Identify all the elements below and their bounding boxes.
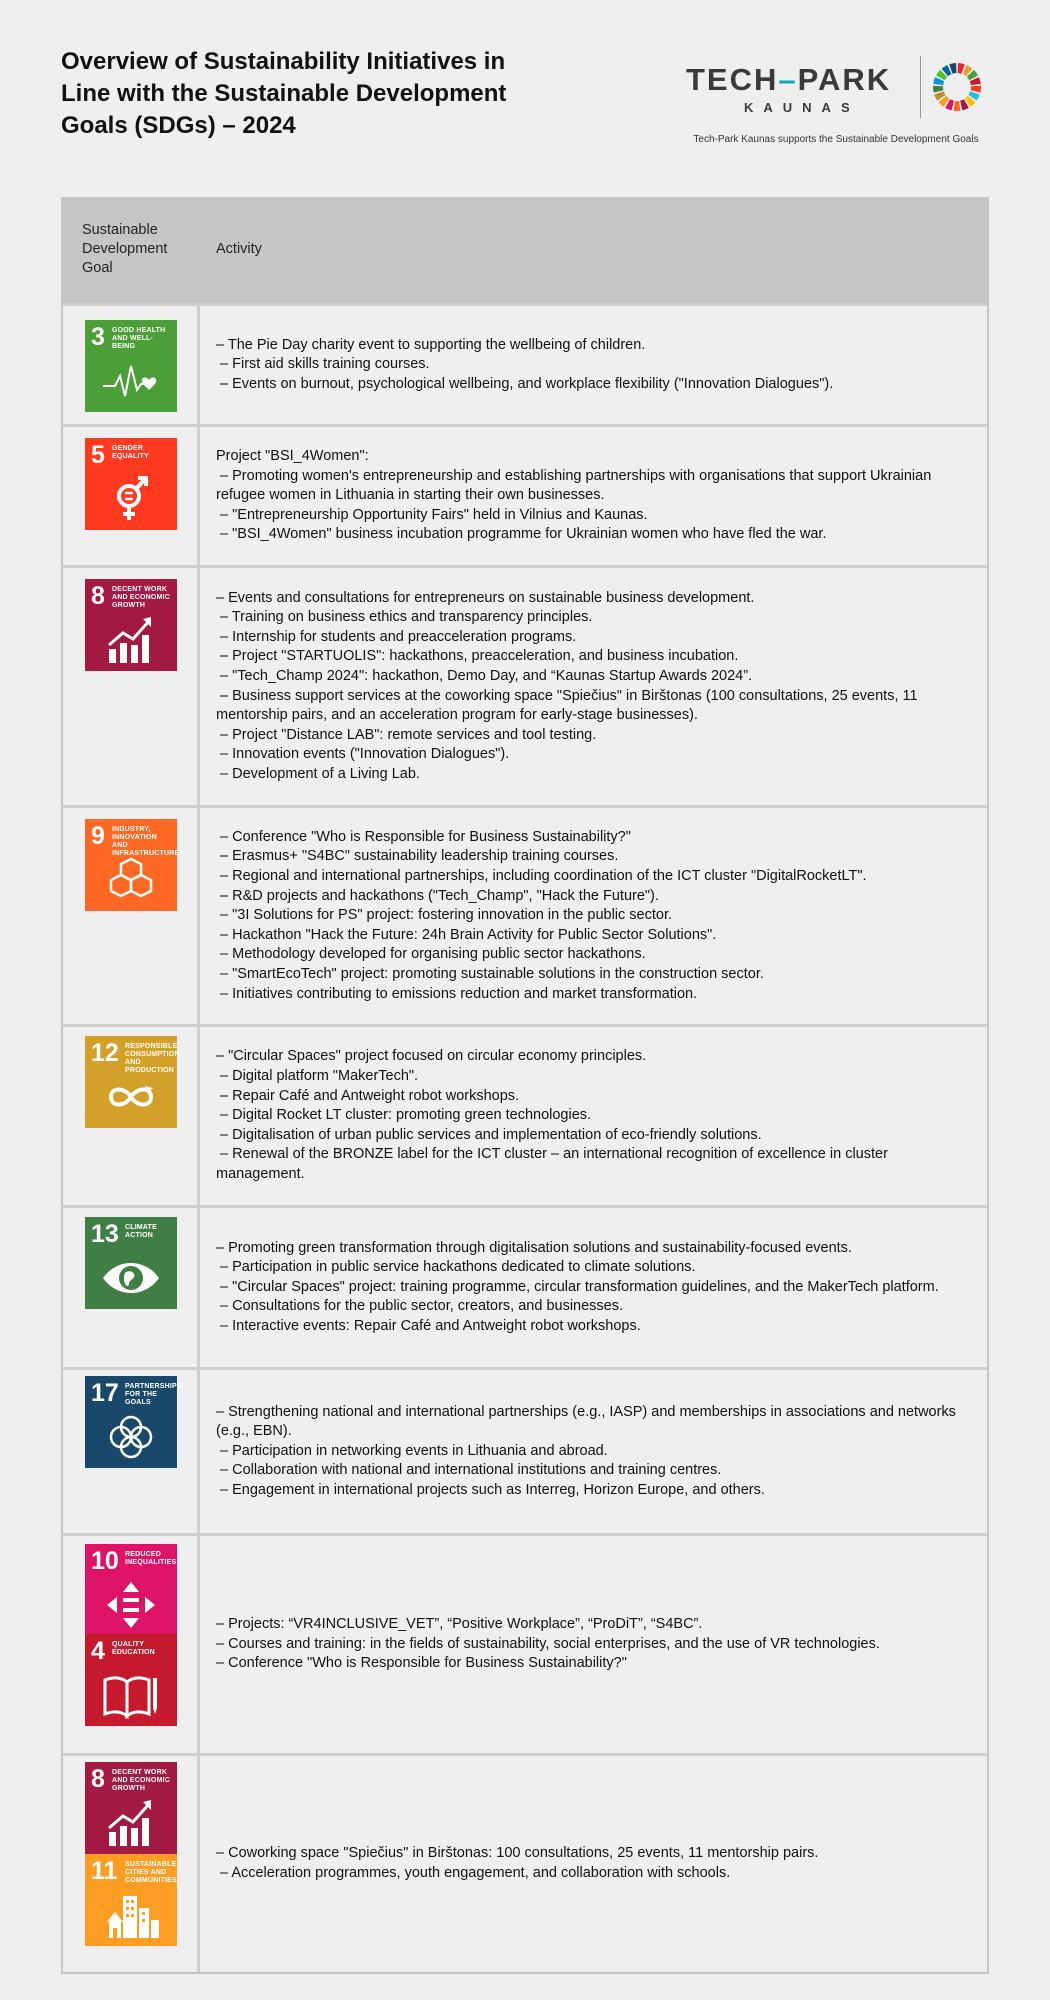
sdg-number: 5 [91,441,105,469]
logo-subtitle: KAUNAS [744,100,860,115]
activity-cell [216,568,967,805]
sdg-number: 13 [91,1220,119,1248]
table-row [63,424,987,565]
sdg-12-tile [85,1036,180,1128]
table-row [63,1205,987,1367]
goal-cell [63,306,200,424]
sdg-number: 4 [91,1637,105,1665]
logo-wordmark: TECH–PARK [686,62,892,97]
goal-cell [63,427,200,565]
activity-cell [216,1027,967,1205]
activity-text: – Coworking space "Spiečius" in Birštonas: 100 consultations, 25 events, 11 mentorship pairs. – Acceleration programmes, youth engagement, and collaboration with schools. [216,1845,819,1881]
sdg-label: SUSTAINABLE CITIES AND COMMUNITIES [125,1861,177,1884]
table-row [63,1024,987,1205]
sdg-number: 9 [91,822,105,850]
logo-divider [920,56,921,118]
sdg-number: 12 [91,1039,119,1067]
sdg-number: 8 [91,582,105,610]
table-header [63,199,987,303]
column-header-activity: Activity [216,241,262,257]
sdg-4-tile [85,1634,177,1726]
sdg-label: RESPONSIBLE CONSUMPTION AND PRODUCTION [125,1043,180,1074]
activity-cell [216,306,967,424]
sdg-label: QUALITY EDUCATION [112,1641,155,1656]
table-row [63,303,987,424]
activity-cell [216,1208,967,1367]
table-row [63,1367,987,1533]
sdg-17-tile [85,1376,182,1468]
page-title: Overview of Sustainability Initiatives in Line with the Sustainable Development Goals (SDGs) – 2024 [61,48,507,139]
activity-text: – The Pie Day charity event to supporting the wellbeing of children. – First aid skills training courses. – Events on burnout, psychological wellbeing, and workplace flexibility ("Innovation Dialogues"). [216,336,834,392]
goal-cell [63,808,200,1024]
goal-cell [63,568,200,805]
sdg-number: 10 [91,1547,119,1575]
sdg-number: 8 [91,1765,105,1793]
sdg-10-tile [85,1544,177,1636]
column-header-goal: Sustainable Development Goal [82,222,168,276]
brand-logo [686,54,986,134]
activity-text: – Conference "Who is Responsible for Business Sustainability?" – Erasmus+ "S4BC" sustainability leadership training courses. – Regional and international partnerships, including coordination of the ICT cluster "DigitalRocketLT". – R&D projects and hackathons ("Tech_Champ", "Hack the Future"). – "3I Solutions for PS" project: fostering innovation in the public sector. – Hackathon "Hack the Future: 24h Brain Activity for Public Sector Solutions". – Methodology developed for organising public sector hackathons. – "SmartEcoTech" project: promoting sustainable solutions in the construction sector. – Initiatives contributing to emissions reduction and market transformation. [220,828,867,1002]
activity-text: Project "BSI_4Women": – Promoting women's entrepreneurship and establishing partnerships with organisations that support Ukrainian refugee women in Lithuania in starting their own businesses. – "Entrepreneurship Opportunity Fairs" held in Vilnius and Kaunas. – "BSI_4Women" business incubation programme for Ukrainian women who have fled the war. [216,448,932,543]
sdg-5-tile [85,438,177,530]
activity-text: – Projects: “VR4INCLUSIVE_VET”, “Positive Workplace”, “ProDiT”, “S4BC”. – Courses and training: in the fields of sustainability, social enterprises, and the use of VR technologies. – Conference "Who is Responsible for Business Sustainability?" [216,1616,880,1672]
goal-cell [63,1027,200,1205]
sdg-label: REDUCED INEQUALITIES [125,1551,177,1566]
sdg-3-tile [85,320,177,412]
sdg-label: CLIMATE ACTION [125,1224,157,1239]
activity-text: – Events and consultations for entrepreneurs on sustainable business development. – Training on business ethics and transparency principles. – Internship for students and preacceleration programs. – Project "STARTUOLIS": hackathons, preacceleration, and business incubation. – "Tech_Champ 2024": hackathon, Demo Day, and “Kaunas Startup Awards 2024”. – Business support services at the coworking space "Spiečius" in Birštonas (100 consultations, 25 events, 11 mentorship pairs, and an acceleration program for early-stage businesses). – Project "Distance LAB": remote services and tool testing. – Innovation events ("Innovation Dialogues"). – Development of a Living Lab. [216,589,918,782]
sdg-13-tile [85,1217,177,1309]
activity-cell [216,1536,967,1753]
sdg-wheel-segment [971,86,981,93]
sdg-number: 11 [91,1857,118,1885]
activity-cell [216,808,967,1024]
activity-cell [216,427,967,565]
sdg-wheel-segment [933,86,943,93]
sdg-label: GENDER EQUALITY [112,445,149,460]
sdg-label: GOOD HEALTH AND WELL-BEING [112,327,166,350]
table-row [63,1533,987,1753]
sdg-wheel-icon [932,62,982,112]
brand-caption: Tech-Park Kaunas supports the Sustainable Development Goals [693,134,979,145]
sdg-label: DECENT WORK AND ECONOMIC GROWTH [112,586,171,609]
sdg-8-tile [85,579,177,671]
table-row [63,1753,987,1972]
table-row [63,565,987,805]
sdg-11-tile [85,1854,177,1946]
activity-cell [216,1370,967,1533]
goal-cell [63,1208,200,1367]
goal-cell [63,1536,200,1753]
activity-text: – Strengthening national and international partnerships (e.g., IASP) and memberships in associations and networks (e.g., EBN). – Participation in networking events in Lithuania and abroad. – Collaboration with national and international institutions and training centres. – Engagement in international projects such as Interreg, Horizon Europe, and others. [216,1403,956,1498]
sdg-number: 17 [91,1379,119,1407]
goal-cell [63,1756,200,1972]
sdg-wheel-segment [954,101,961,111]
sdg-label: PARTNERSHIPS FOR THE GOALS [125,1383,182,1406]
activity-text: – "Circular Spaces" project focused on circular economy principles. – Digital platform "MakerTech". – Repair Café and Antweight robot workshops. – Digital Rocket LT cluster: promoting green technologies. – Digitalisation of urban public services and implementation of eco-friendly solutions. – Renewal of the BRONZE label for the ICT cluster – an international recognition of excellence in cluster management. [216,1048,888,1182]
sdg-9-tile [85,819,180,911]
sdg-8-tile [85,1762,177,1854]
activity-text: – Promoting green transformation through digitalisation solutions and sustainability-focused events. – Participation in public service hackathons dedicated to climate solutions. – "Circular Spaces" project: training programme, circular transformation guidelines, and the MakerTech platform. – Consultations for the public sector, creators, and businesses. – Interactive events: Repair Café and Antweight robot workshops. [216,1239,939,1334]
goal-cell [63,1370,200,1533]
sdg-table [61,197,989,1974]
sdg-label: DECENT WORK AND ECONOMIC GROWTH [112,1769,171,1792]
table-row [63,805,987,1024]
sdg-number: 3 [91,323,105,351]
activity-cell [216,1756,967,1972]
sdg-label: INDUSTRY, INNOVATION AND INFRASTRUCTURE [112,826,180,857]
